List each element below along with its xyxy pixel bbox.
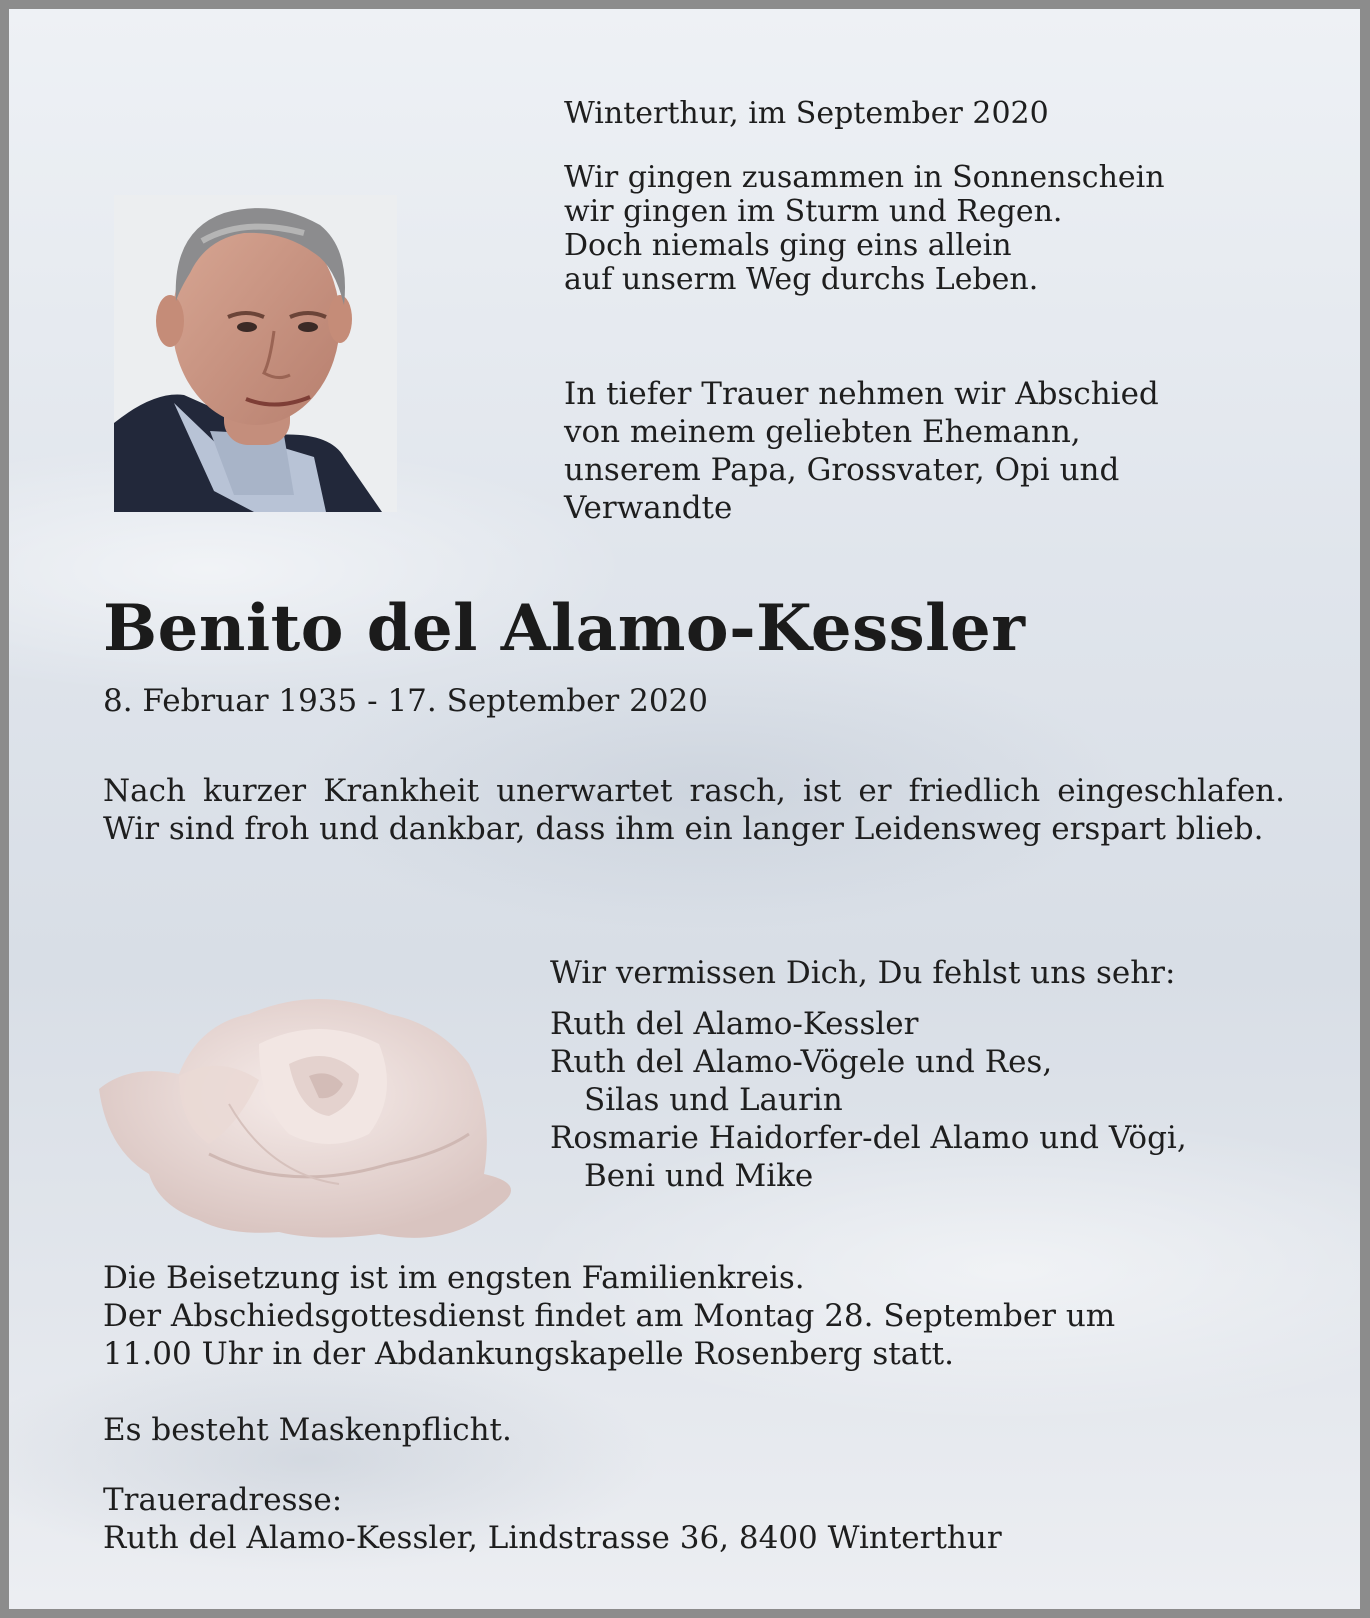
deceased-name: Benito del Alamo-Kessler xyxy=(103,591,1026,666)
family-intro: Wir vermissen Dich, Du fehlst uns sehr: xyxy=(550,955,1176,991)
mourning-line: von meinem geliebten Ehemann, xyxy=(564,414,1081,450)
poem xyxy=(564,161,1165,297)
mourning-line: Verwandte xyxy=(564,490,733,526)
service-line: Die Beisetzung ist im engsten Familienkreis. xyxy=(103,1260,805,1296)
mourning-line: unserem Papa, Grossvater, Opi und xyxy=(564,452,1120,488)
family-member: Ruth del Alamo-Kessler xyxy=(550,1006,919,1042)
mourning-line: In tiefer Trauer nehmen wir Abschied xyxy=(564,376,1159,412)
place-date: Winterthur, im September 2020 xyxy=(564,96,1049,131)
rose-illustration xyxy=(89,984,519,1249)
life-dates: 8. Februar 1935 - 17. September 2020 xyxy=(103,683,708,719)
service-line: 11.00 Uhr in der Abdankungskapelle Rosenberg statt. xyxy=(103,1336,954,1372)
service-info xyxy=(103,1259,1115,1373)
service-line: Der Abschiedsgottesdienst findet am Montag 28. September um xyxy=(103,1298,1116,1334)
address-value: Ruth del Alamo-Kessler, Lindstrasse 36, 8400 Winterthur xyxy=(103,1520,1002,1556)
portrait-figure xyxy=(114,195,397,512)
mourning-statement xyxy=(564,375,1159,527)
address-label: Traueradresse: xyxy=(103,1482,343,1518)
family-member: Rosmarie Haidorfer-del Alamo und Vögi, xyxy=(550,1120,1187,1156)
family-member: Silas und Laurin xyxy=(584,1082,843,1118)
family-member: Ruth del Alamo-Vögele und Res, xyxy=(550,1044,1053,1080)
family-list xyxy=(550,1005,1187,1195)
poem-line: Doch niemals ging eins allein xyxy=(564,228,1012,263)
obituary-notice xyxy=(9,9,1360,1609)
portrait-photo xyxy=(114,195,397,512)
poem-line: Wir gingen zusammen in Sonnenschein xyxy=(564,160,1165,195)
message-paragraph: Nach kurzer Krankheit unerwartet rasch, ist er friedlich eingeschlafen. Wir sind froh und dankbar, dass ihm ein langer Leidensweg erspart blieb. xyxy=(103,773,1285,847)
mourning-address xyxy=(103,1481,1002,1557)
poem-line: auf unserm Weg durchs Leben. xyxy=(564,262,1039,297)
poem-line: wir gingen im Sturm und Regen. xyxy=(564,194,1063,229)
mask-note: Es besteht Maskenpflicht. xyxy=(103,1412,512,1448)
family-member: Beni und Mike xyxy=(584,1158,814,1194)
